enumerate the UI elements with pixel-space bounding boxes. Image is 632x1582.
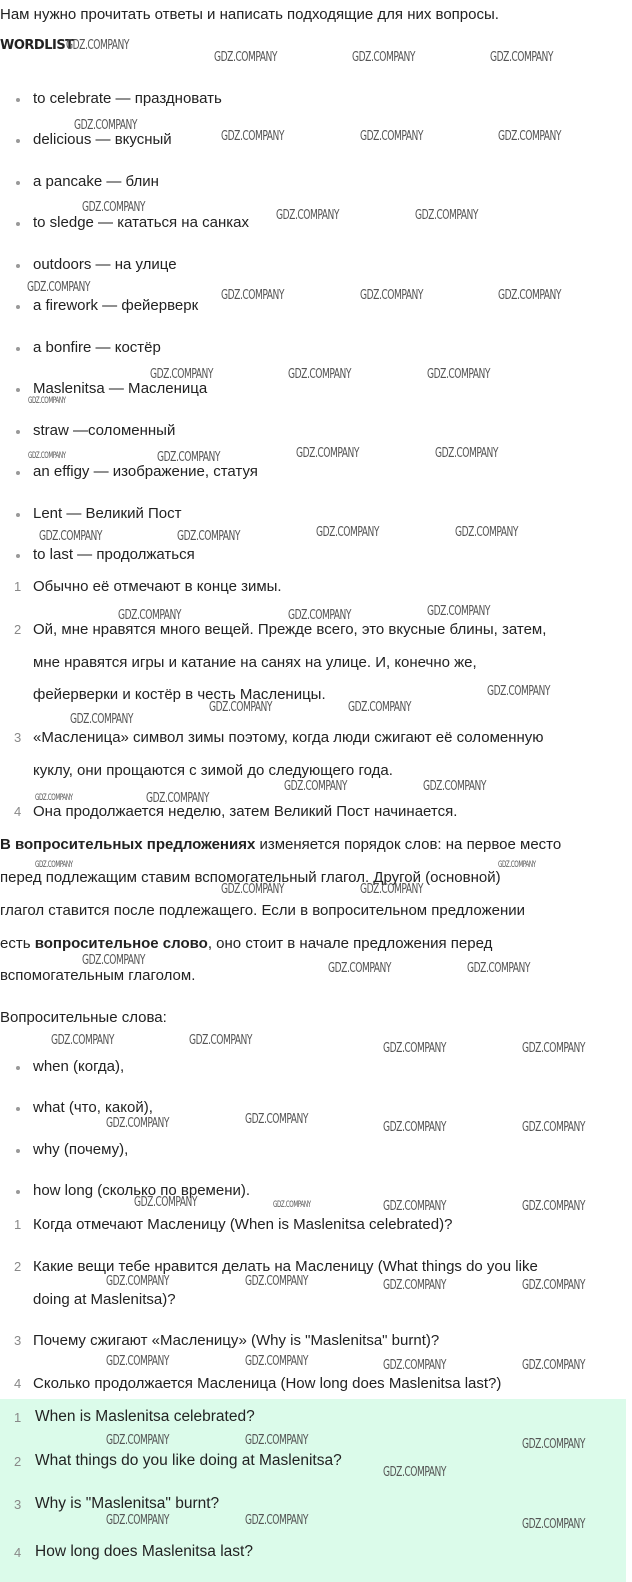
- watermark: GDZ.COMPANY: [35, 860, 73, 870]
- watermark: GDZ.COMPANY: [427, 604, 491, 619]
- watermark: GDZ.COMPANY: [106, 1513, 170, 1528]
- watermark: GDZ.COMPANY: [498, 860, 536, 870]
- bullet-icon: [16, 181, 20, 185]
- list-item: 1: [14, 1410, 22, 1425]
- bullet-icon: [16, 430, 20, 434]
- qwords-title: Вопросительные слова:: [0, 1009, 167, 1026]
- answer-3-line: куклу, они прощаются с зимой до следующего года.: [33, 762, 393, 779]
- question-3-line: Почему сжигают «Масленицу» (Why is "Maslenitsa" burnt)?: [33, 1332, 440, 1349]
- watermark: GDZ.COMPANY: [522, 1358, 586, 1373]
- watermark: GDZ.COMPANY: [415, 208, 479, 223]
- watermark: GDZ.COMPANY: [360, 288, 424, 303]
- bullet-icon: [16, 139, 20, 143]
- final-answer-box: [0, 1399, 626, 1582]
- list-item: 3: [14, 1497, 22, 1512]
- watermark: GDZ.COMPANY: [245, 1274, 309, 1289]
- watermark: GDZ.COMPANY: [276, 208, 340, 223]
- watermark: GDZ.COMPANY: [28, 396, 66, 406]
- bullet-icon: [16, 388, 20, 392]
- wordlist-title: WORDLIST: [0, 38, 74, 53]
- watermark: GDZ.COMPANY: [522, 1041, 586, 1056]
- watermark: GDZ.COMPANY: [383, 1120, 447, 1135]
- watermark: GDZ.COMPANY: [288, 608, 352, 623]
- watermark: GDZ.COMPANY: [328, 961, 392, 976]
- watermark: GDZ.COMPANY: [221, 129, 285, 144]
- watermark: GDZ.COMPANY: [288, 367, 352, 382]
- bullet-icon: [16, 554, 20, 558]
- answer-1-line: Обычно её отмечают в конце зимы.: [33, 578, 282, 595]
- answer-2-line: фейерверки и костёр в честь Масленицы.: [33, 686, 326, 703]
- bullet-icon: [16, 471, 20, 475]
- rule-line-1: В вопросительных предложениях изменяется порядок слов: на первое место: [0, 836, 562, 853]
- final-answer-3: Why is "Maslenitsa" burnt?: [35, 1495, 220, 1512]
- watermark: GDZ.COMPANY: [146, 791, 210, 806]
- rule-line-3: глагол ставится после подлежащего. Если в вопросительном предложении: [0, 902, 526, 919]
- watermark: GDZ.COMPANY: [383, 1278, 447, 1293]
- bullet-icon: [16, 1149, 20, 1153]
- bullet-icon: [16, 264, 20, 268]
- bullet-icon: [16, 1190, 20, 1194]
- watermark: GDZ.COMPANY: [383, 1465, 447, 1480]
- intro-text: Нам нужно прочитать ответы и написать подходящие для них вопросы.: [0, 6, 499, 23]
- final-answer-1: When is Maslenitsa celebrated?: [35, 1408, 255, 1425]
- watermark: GDZ.COMPANY: [27, 280, 91, 295]
- question-4-line: Сколько продолжается Масленица (How long does Maslenitsa last?): [33, 1375, 502, 1392]
- watermark: GDZ.COMPANY: [296, 446, 360, 461]
- watermark: GDZ.COMPANY: [157, 450, 221, 465]
- list-item: 2: [14, 1454, 22, 1469]
- question-2-line: doing at Maslenitsa)?: [33, 1291, 176, 1308]
- watermark: GDZ.COMPANY: [427, 367, 491, 382]
- watermark: GDZ.COMPANY: [316, 525, 380, 540]
- rule-line-5: вспомогательным глаголом.: [0, 967, 196, 984]
- bullet-icon: [16, 347, 20, 351]
- watermark: GDZ.COMPANY: [522, 1517, 586, 1532]
- watermark: GDZ.COMPANY: [360, 129, 424, 144]
- watermark: GDZ.COMPANY: [28, 451, 66, 461]
- watermark: GDZ.COMPANY: [284, 779, 348, 794]
- watermark: GDZ.COMPANY: [383, 1199, 447, 1214]
- rule-line-2: перед подлежащим ставим вспомогательный глагол. Другой (основной): [0, 869, 501, 886]
- bullet-icon: [16, 222, 20, 226]
- watermark: GDZ.COMPANY: [522, 1199, 586, 1214]
- watermark: GDZ.COMPANY: [177, 529, 241, 544]
- watermark: GDZ.COMPANY: [118, 608, 182, 623]
- final-answer-2: What things do you like doing at Maslenitsa?: [35, 1452, 342, 1469]
- bullet-icon: [16, 1066, 20, 1070]
- answer-2-line: мне нравятся игры и катание на санях на улице. И, конечно же,: [33, 654, 477, 671]
- watermark: GDZ.COMPANY: [360, 882, 424, 897]
- watermark: GDZ.COMPANY: [498, 129, 562, 144]
- rule-line-4: есть вопросительное слово, оно стоит в начале предложения перед: [0, 935, 493, 952]
- watermark: GDZ.COMPANY: [35, 793, 73, 803]
- watermark: GDZ.COMPANY: [189, 1033, 253, 1048]
- answer-3-line: «Масленица» символ зимы поэтому, когда люди сжигают её соломенную: [33, 729, 544, 746]
- answer-2-line: Ой, мне нравятся много вещей. Прежде всего, это вкусные блины, затем,: [33, 621, 547, 638]
- watermark: GDZ.COMPANY: [348, 700, 412, 715]
- watermark: GDZ.COMPANY: [498, 288, 562, 303]
- watermark: GDZ.COMPANY: [352, 50, 416, 65]
- bullet-icon: [16, 1107, 20, 1111]
- watermark: GDZ.COMPANY: [82, 200, 146, 215]
- watermark: GDZ.COMPANY: [245, 1433, 309, 1448]
- watermark: GDZ.COMPANY: [150, 367, 214, 382]
- watermark: GDZ.COMPANY: [51, 1033, 115, 1048]
- watermark: GDZ.COMPANY: [522, 1437, 586, 1452]
- watermark: GDZ.COMPANY: [221, 882, 285, 897]
- watermark: GDZ.COMPANY: [106, 1433, 170, 1448]
- watermark: GDZ.COMPANY: [490, 50, 554, 65]
- watermark: GDZ.COMPANY: [82, 953, 146, 968]
- watermark: GDZ.COMPANY: [245, 1354, 309, 1369]
- watermark: GDZ.COMPANY: [106, 1116, 170, 1131]
- watermark: GDZ.COMPANY: [209, 700, 273, 715]
- watermark: GDZ.COMPANY: [245, 1513, 309, 1528]
- question-2-line: Какие вещи тебе нравится делать на Масленицу (What things do you like: [33, 1258, 538, 1275]
- watermark: GDZ.COMPANY: [214, 50, 278, 65]
- watermark: GDZ.COMPANY: [435, 446, 499, 461]
- watermark: GDZ.COMPANY: [74, 118, 138, 133]
- bullet-icon: [16, 98, 20, 102]
- watermark: GDZ.COMPANY: [383, 1041, 447, 1056]
- watermark: GDZ.COMPANY: [522, 1278, 586, 1293]
- watermark: GDZ.COMPANY: [106, 1274, 170, 1289]
- watermark: GDZ.COMPANY: [467, 961, 531, 976]
- watermark: GDZ.COMPANY: [455, 525, 519, 540]
- bullet-icon: [16, 305, 20, 309]
- watermark: GDZ.COMPANY: [487, 684, 551, 699]
- watermark: GDZ.COMPANY: [106, 1354, 170, 1369]
- final-answer-4: How long does Maslenitsa last?: [35, 1543, 253, 1560]
- watermark: GDZ.COMPANY: [383, 1358, 447, 1373]
- answer-4-line: Она продолжается неделю, затем Великий Пост начинается.: [33, 803, 458, 820]
- list-item: 4: [14, 1545, 22, 1560]
- bullet-icon: [16, 513, 20, 517]
- watermark: GDZ.COMPANY: [273, 1200, 311, 1210]
- watermark: GDZ.COMPANY: [70, 712, 134, 727]
- question-1-line: Когда отмечают Масленицу (When is Maslenitsa celebrated)?: [33, 1216, 453, 1233]
- watermark: GDZ.COMPANY: [39, 529, 103, 544]
- watermark: GDZ.COMPANY: [66, 38, 130, 53]
- watermark: GDZ.COMPANY: [134, 1195, 198, 1210]
- watermark: GDZ.COMPANY: [423, 779, 487, 794]
- watermark: GDZ.COMPANY: [221, 288, 285, 303]
- watermark: GDZ.COMPANY: [245, 1112, 309, 1127]
- watermark: GDZ.COMPANY: [522, 1120, 586, 1135]
